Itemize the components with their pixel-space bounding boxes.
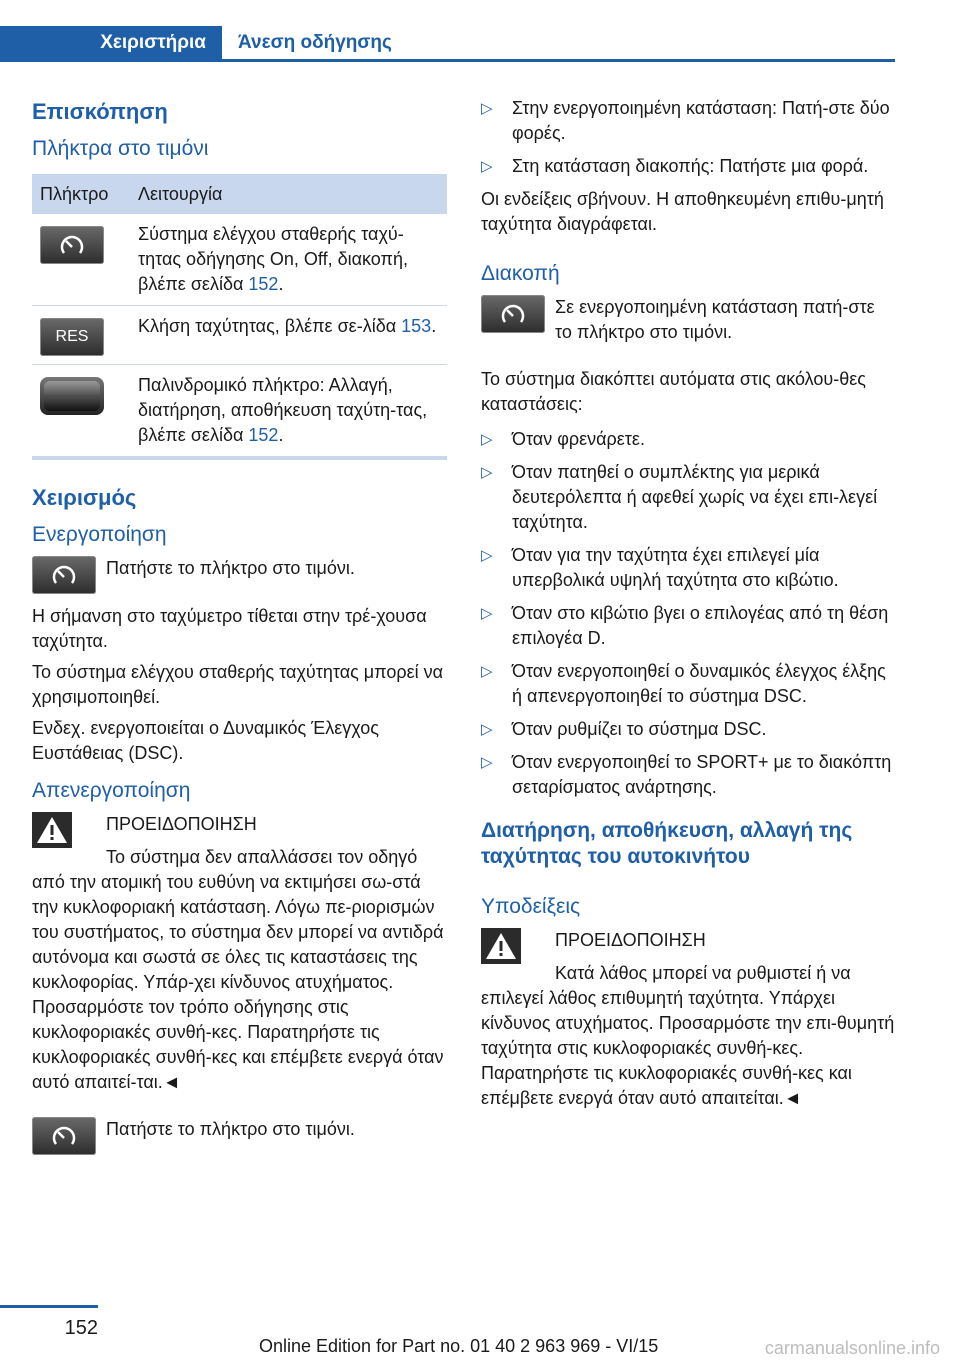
edition-note: Online Edition for Part no. 01 40 2 963 969 - VI/15 (259, 1336, 659, 1356)
table-row: RES Κλήση ταχύτητας, βλέπε σε-λίδα 153. (32, 306, 447, 365)
bullet-arrow-icon: ▷ (481, 464, 493, 481)
press-key-instruction (32, 1117, 447, 1155)
keys-table (32, 174, 447, 456)
press-key-instruction (32, 556, 447, 594)
tab-chapter[interactable]: Χειριστήρια (0, 26, 222, 62)
cruise-control-key-icon (32, 1117, 96, 1155)
table-row: Παλινδρομικό πλήκτρο: Αλλαγή, διατήρηση, αποθήκευση ταχύτη-τας, βλέπε σελίδα 152. (32, 365, 447, 457)
interrupt-instruction (481, 295, 896, 345)
list-item: ▷ Όταν για την ταχύτητα έχει επιλεγεί μία υπερβολικά υψηλή ταχύτητα στο κιβώτιο. (481, 545, 839, 590)
heading-operation: Χειρισμός (32, 485, 137, 510)
warning-title: ΠΡΟΕΙΔΟΠΟΙΗΣΗ (106, 814, 257, 834)
paragraph: Το σύστημα διακόπτει αυτόματα στις ακόλου-θες καταστάσεις: (481, 369, 866, 414)
instruction-text: Σε ενεργοποιημένη κατάσταση πατή-στε το πλήκτρο στο τιμόνι. (555, 297, 875, 342)
bullet-arrow-icon: ▷ (481, 547, 493, 564)
bullet-arrow-icon: ▷ (481, 100, 493, 117)
row-text: Κλήση ταχύτητας, βλέπε σε-λίδα (138, 316, 402, 336)
bullet-list-deactivate (481, 96, 896, 179)
bullet-arrow-icon: ▷ (481, 754, 493, 771)
heading-deactivation: Απενεργοποίηση (32, 779, 191, 802)
table-row: Σύστημα ελέγχου σταθερής ταχύ-τητας οδήγησης On, Off, διακοπή, βλέπε σελίδα 152. (32, 214, 447, 306)
cruise-control-key-icon (32, 556, 96, 594)
paragraph: Οι ενδείξεις σβήνουν. Η αποθηκευμένη επιθυ-μητή ταχύτητα διαγράφεται. (481, 189, 884, 234)
footer-rule (0, 1305, 98, 1308)
warning-text: από την ατομική του ευθύνη να εκτιμήσει σω-στά την κυκλοφοριακή κατάσταση. Λόγω πε-ριορισμών του συστήματος, το σύστημα δεν μπορεί να αντιδρά αυτόνομα και σωστά σε όλες τις καταστάσεις της κυκλοφορίας. Υπάρ-χει κίνδυνος ατυχήματος. Προσαρμόστε τον τρόπο οδήγησης στις κυκλοφοριακές συνθή-κες. Παρατηρήστε τις κυκλοφοριακές συνθή-κες και επέμβετε ενεργά όταν αυτό απαιτεί-ται.◄ (32, 872, 444, 1092)
warning-first-line: Το σύστημα δεν απαλλάσσει τον οδηγό (106, 847, 418, 867)
right-column (481, 96, 896, 1111)
bullet-arrow-icon: ▷ (481, 158, 493, 175)
warning-text: επιλεγεί λάθος επιθυμητή ταχύτητα. Υπάρχει κίνδυνος ατυχήματος. Προσαρμόστε την επι-θυμητή ταχύτητα στις κυκλοφοριακές συνθή-κες. Παρατηρήστε τις κυκλοφοριακές συνθή-κες και επέμβετε ενεργά όταν αυτό απαιτείται.◄ (481, 988, 895, 1108)
heading-maintain-speed: Διατήρηση, αποθήκευση, αλλαγή της ταχύτητας του αυτοκινήτου (481, 819, 853, 868)
list-item: ▷ Όταν ενεργοποιηθεί το SPORT+ με το διακόπτη σεταρίσματος ανάρτησης. (481, 752, 892, 797)
paragraph: Η σήμανση στο ταχύμετρο τίθεται στην τρέ-χουσα ταχύτητα. (32, 606, 427, 651)
rocker-switch-icon (40, 377, 104, 415)
list-item: ▷ Όταν στο κιβώτιο βγει ο επιλογέας από τη θέση επιλογέα D. (481, 603, 889, 648)
bullet-arrow-icon: ▷ (481, 663, 493, 680)
header-rule (0, 59, 895, 62)
bullet-arrow-icon: ▷ (481, 431, 493, 448)
list-item: ▷ Όταν ρυθμίζει το σύστημα DSC. (481, 717, 896, 742)
warning-block (32, 812, 447, 870)
paragraph: Ενδεχ. ενεργοποιείται ο Δυναμικός Έλεγχος Ευστάθειας (DSC). (32, 718, 379, 763)
row-text: Παλινδρομικό πλήκτρο: Αλλαγή, διατήρηση, αποθήκευση ταχύτη-τας, βλέπε σελίδα (138, 375, 428, 445)
col-header-function: Λειτουργία (130, 174, 447, 214)
tab-section[interactable]: Άνεση οδήγησης (238, 32, 392, 53)
heading-overview: Επισκόπηση (32, 99, 168, 124)
warning-first-line: Κατά λάθος μπορεί να ρυθμιστεί ή να (555, 963, 851, 983)
list-item: ▷ Στην ενεργοποιημένη κατάσταση: Πατή-στε δύο φορές. (481, 98, 890, 143)
list-item: ▷ Όταν πατηθεί ο συμπλέκτης για μερικά δευτερόλεπτα ή αφεθεί χωρίς να έχει επι-λεγεί ταχύτητα. (481, 462, 878, 532)
heading-activation: Ενεργοποίηση (32, 523, 167, 546)
warning-triangle-icon (32, 812, 72, 848)
warning-block (481, 928, 896, 986)
cruise-control-key-icon (481, 295, 545, 333)
left-column (32, 96, 447, 1155)
bullet-list-auto-interrupt (481, 427, 896, 800)
warning-title: ΠΡΟΕΙΔΟΠΟΙΗΣΗ (555, 930, 706, 950)
bullet-arrow-icon: ▷ (481, 605, 493, 622)
page-link[interactable]: 152 (248, 274, 279, 294)
heading-notes: Υποδείξεις (481, 895, 581, 918)
instruction-text: Πατήστε το πλήκτρο στο τιμόνι. (106, 558, 355, 578)
list-item: ▷ Στη κατάσταση διακοπής: Πατήστε μια φορά. (481, 154, 896, 179)
warning-triangle-icon (481, 928, 521, 964)
cruise-control-key-icon (40, 226, 104, 264)
bullet-arrow-icon: ▷ (481, 721, 493, 738)
page-link[interactable]: 153 (401, 316, 432, 336)
row-text: Σύστημα ελέγχου σταθερής ταχύ-τητας οδήγησης On, Off, διακοπή, βλέπε σελίδα (138, 224, 408, 294)
list-item: ▷ Όταν φρενάρετε. (481, 427, 896, 452)
heading-interrupt: Διακοπή (481, 262, 560, 285)
instruction-text: Πατήστε το πλήκτρο στο τιμόνι. (106, 1119, 355, 1139)
watermark: carmanualsonline.info (764, 1338, 940, 1358)
list-item: ▷ Όταν ενεργοποιηθεί ο δυναμικός έλεγχος έλξης ή απενεργοποιηθεί το σύστημα DSC. (481, 661, 886, 706)
col-header-key: Πλήκτρο (32, 174, 130, 214)
heading-steering-keys: Πλήκτρα στο τιμόνι (32, 137, 209, 160)
page-number: 152 (64, 1317, 98, 1339)
paragraph: Το σύστημα ελέγχου σταθερής ταχύτητας μπορεί να χρησιμοποιηθεί. (32, 662, 444, 707)
page-link[interactable]: 152 (248, 425, 279, 445)
header-tabbar (0, 26, 895, 62)
res-key-icon: RES (40, 318, 104, 356)
